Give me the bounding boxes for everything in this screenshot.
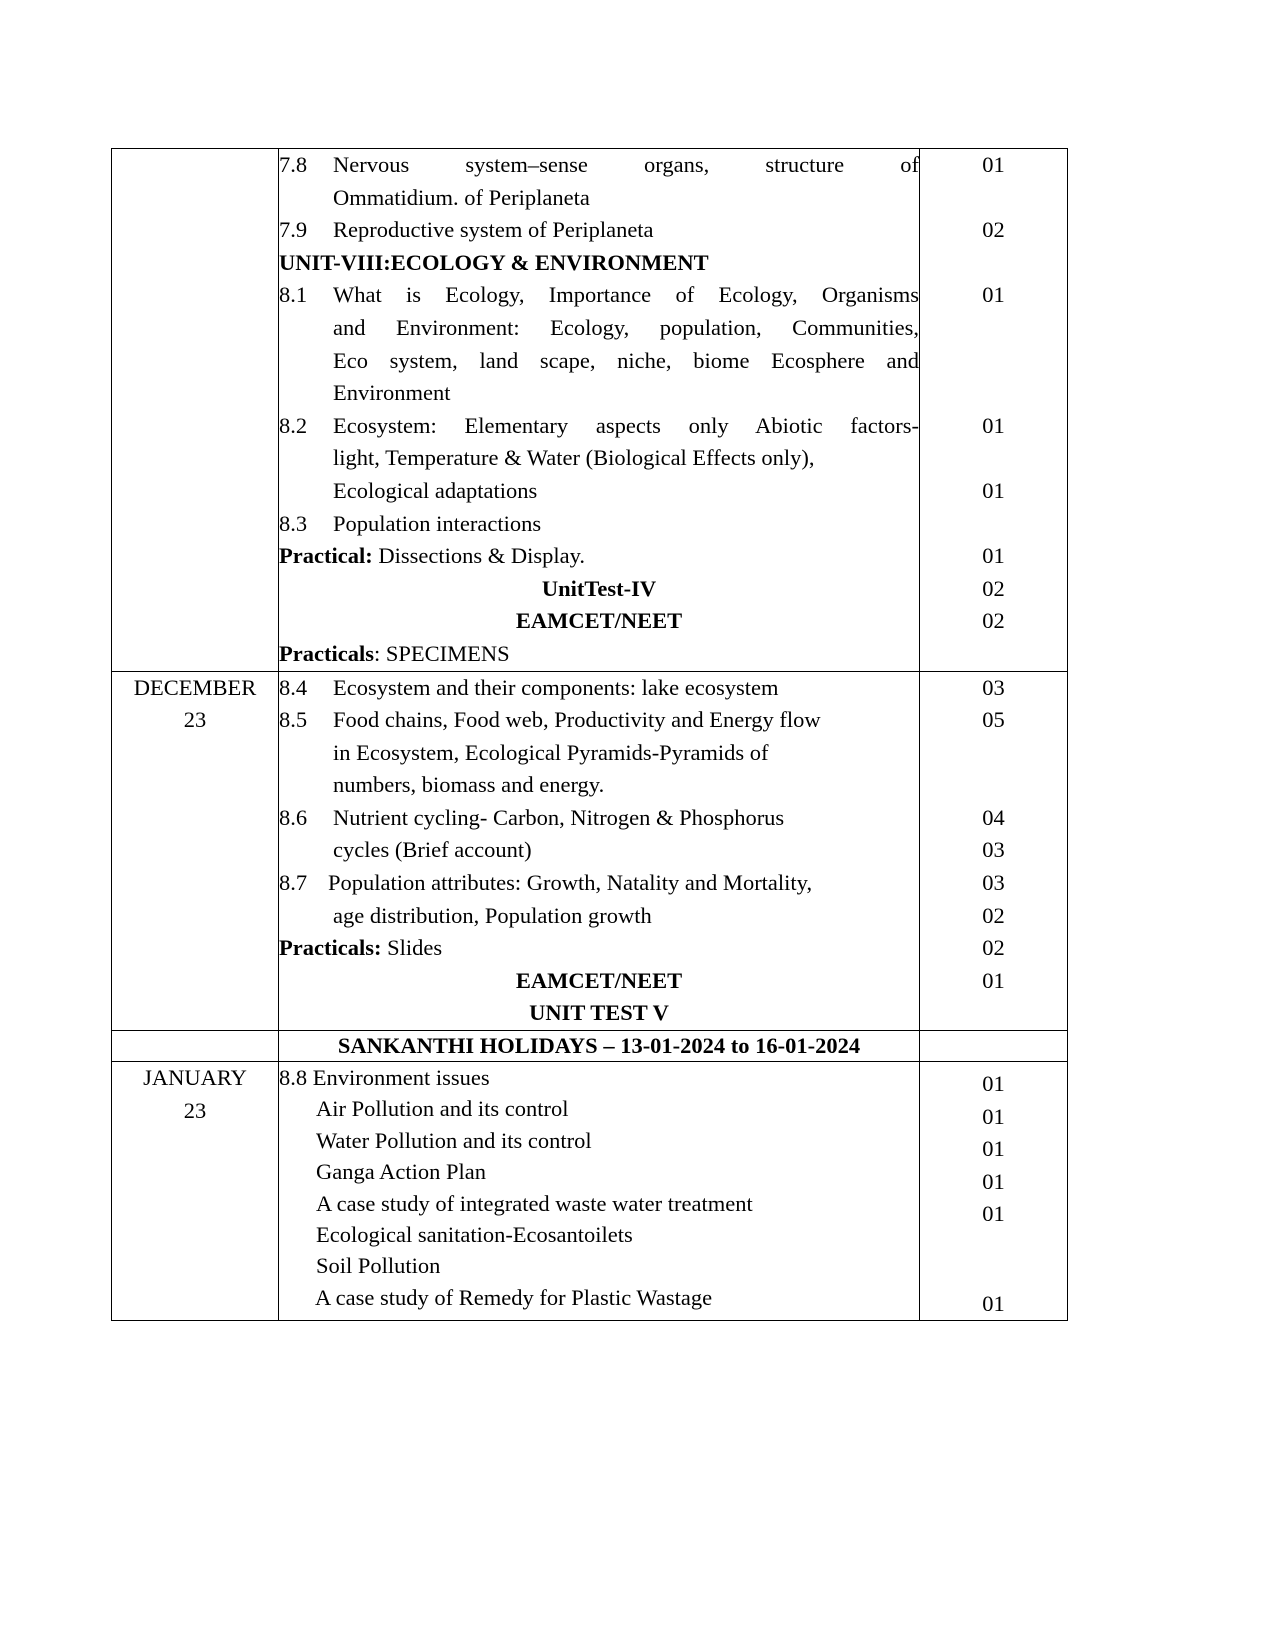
- topic-line: and Environment: Ecology, population, Communities,: [333, 314, 919, 340]
- period-count: [920, 1264, 1067, 1288]
- period-count: 01: [982, 1168, 1005, 1194]
- topic-line: [279, 704, 919, 737]
- topic-line: age distribution, Population growth: [333, 902, 652, 928]
- year-label: 23: [183, 707, 207, 733]
- topic-text: Ecosystem and their components: lake ecosystem: [333, 674, 779, 700]
- period-count: [920, 769, 1067, 802]
- period-count: 02: [982, 902, 1005, 928]
- period-count: 03: [982, 837, 1005, 863]
- period-count: 01: [982, 543, 1005, 569]
- period-count: 02: [982, 217, 1005, 243]
- month-cell: [112, 149, 279, 672]
- practical-text: : SPECIMENS: [373, 640, 510, 666]
- month-label: DECEMBER: [133, 674, 257, 700]
- period-count: 01: [982, 1290, 1005, 1316]
- period-count: [920, 182, 1067, 215]
- topic-number: 7.8: [279, 152, 308, 177]
- period-count: 01: [982, 1201, 1005, 1227]
- period-count: 01: [982, 412, 1005, 438]
- table-row: [112, 1062, 1068, 1321]
- practical-text: Dissections & Display.: [372, 543, 585, 569]
- period-count: [920, 345, 1067, 378]
- period-count: 01: [982, 1103, 1005, 1129]
- topic-line: Environment: [333, 380, 451, 406]
- list-item: Soil Pollution: [316, 1253, 441, 1279]
- period-count: 02: [982, 575, 1005, 601]
- month-cell: [112, 1062, 279, 1321]
- list-item: A case study of integrated waste water treatment: [316, 1190, 753, 1216]
- practical-label: Practicals: [279, 640, 374, 666]
- topic-word: of: [900, 152, 919, 177]
- topic-text: Nutrient cycling- Carbon, Nitrogen & Phosphorus: [333, 804, 785, 830]
- topic-text: Food chains, Food web, Productivity and Energy flow: [333, 707, 821, 733]
- month-label: [112, 149, 278, 182]
- topic-line: light, Temperature & Water (Biological Effects only),: [333, 445, 815, 471]
- period-count: [920, 312, 1067, 345]
- unit-test-label: UnitTest-IV: [541, 575, 657, 601]
- period-count: 05: [982, 707, 1005, 733]
- topic-line: in Ecosystem, Ecological Pyramids-Pyramids of: [333, 739, 769, 765]
- table-row: [112, 149, 1068, 672]
- topic-word: organs,: [644, 152, 710, 177]
- month-label: JANUARY: [143, 1065, 247, 1091]
- period-count: 01: [982, 152, 1005, 177]
- topic-number: 8.6: [279, 804, 308, 830]
- practical-line: [279, 638, 919, 671]
- period-count: 03: [982, 870, 1005, 896]
- period-count: 01: [982, 967, 1005, 993]
- list-item: Ganga Action Plan: [316, 1159, 486, 1185]
- topic-heading: 8.8 Environment issues: [279, 1065, 490, 1091]
- list-item: Air Pollution and its control: [316, 1096, 569, 1122]
- topic-number: 8.7: [279, 870, 308, 896]
- list-item: Water Pollution and its control: [316, 1127, 592, 1153]
- topic-number: 7.9: [279, 217, 308, 243]
- period-count: [920, 442, 1067, 475]
- periods-cell: [920, 1062, 1068, 1321]
- topic-cell: [279, 1062, 920, 1321]
- topic-number: 8.5: [279, 707, 308, 733]
- practical-text: Slides: [381, 935, 443, 961]
- period-count: [920, 638, 1067, 671]
- period-count: [920, 247, 1067, 280]
- topic-text: What is Ecology, Importance of Ecology, Organisms: [333, 282, 919, 308]
- practical-line: [279, 932, 919, 965]
- topic-number: 8.1: [279, 282, 308, 308]
- list-item: A case study of Remedy for Plastic Wastage: [315, 1284, 713, 1310]
- topic-cell: [279, 671, 920, 1031]
- topic-line: [279, 802, 919, 835]
- topic-text: Population interactions: [333, 510, 542, 536]
- period-count: [920, 1231, 1067, 1264]
- period-count: 01: [982, 477, 1005, 503]
- topic-line: Ecological adaptations: [333, 477, 538, 503]
- topic-line: [279, 279, 919, 312]
- topic-line: [279, 867, 919, 900]
- topic-line: [279, 149, 919, 182]
- practical-line: [279, 540, 919, 573]
- exam-label: EAMCET/NEET: [515, 967, 683, 993]
- period-count: 01: [982, 1071, 1005, 1097]
- table-row: [112, 671, 1068, 1031]
- holiday-banner: SANKANTHI HOLIDAYS – 13-01-2024 to 16-01-2024: [279, 1031, 920, 1062]
- period-count: 04: [982, 804, 1005, 830]
- topic-number: 8.3: [279, 510, 308, 536]
- period-count: 02: [982, 608, 1005, 634]
- topic-line: Eco system, land scape, niche, biome Ecosphere and: [333, 347, 919, 373]
- month-cell: [112, 671, 279, 1031]
- period-count: [920, 377, 1067, 410]
- topic-line: Ommatidium. of Periplaneta: [333, 184, 590, 210]
- unit-test-label: UNIT TEST V: [529, 1000, 669, 1026]
- holiday-row: [112, 1031, 1068, 1062]
- topic-number: 8.4: [279, 674, 308, 700]
- list-item: Ecological sanitation-Ecosantoilets: [316, 1221, 633, 1247]
- period-count: 03: [982, 674, 1005, 700]
- topic-line: numbers, biomass and energy.: [333, 772, 605, 798]
- topic-text: Population attributes: Growth, Natality and Mortality,: [328, 870, 813, 896]
- period-count: [920, 997, 1067, 1030]
- exam-label: EAMCET/NEET: [515, 608, 683, 634]
- topic-word: Nervous: [333, 152, 410, 177]
- period-count: 01: [982, 1136, 1005, 1162]
- unit-heading: UNIT-VIII:ECOLOGY & ENVIRONMENT: [279, 249, 709, 275]
- topic-line: cycles (Brief account): [333, 837, 532, 863]
- topic-word: structure: [765, 152, 845, 177]
- periods-cell: [920, 671, 1068, 1031]
- syllabus-table: [111, 148, 1068, 1321]
- period-count: [920, 737, 1067, 770]
- practical-label: Practical:: [279, 543, 373, 569]
- topic-line: [279, 410, 919, 443]
- topic-line: [279, 214, 919, 247]
- topic-text: Reproductive system of Periplaneta: [333, 217, 654, 243]
- topic-number: 8.2: [279, 412, 308, 438]
- topic-word: system–sense: [465, 152, 588, 177]
- period-count: [920, 508, 1067, 541]
- periods-cell: [920, 149, 1068, 672]
- topic-line: [279, 672, 919, 705]
- topic-text: Ecosystem: Elementary aspects only Abiotic factors-: [333, 412, 919, 438]
- period-count: 02: [982, 935, 1005, 961]
- year-label: 23: [183, 1097, 207, 1123]
- month-cell: [112, 1031, 279, 1062]
- practical-label: Practicals:: [279, 935, 382, 961]
- topic-line: [279, 508, 919, 541]
- topic-cell: [279, 149, 920, 672]
- periods-cell: [920, 1031, 1068, 1062]
- period-count: 01: [982, 282, 1005, 308]
